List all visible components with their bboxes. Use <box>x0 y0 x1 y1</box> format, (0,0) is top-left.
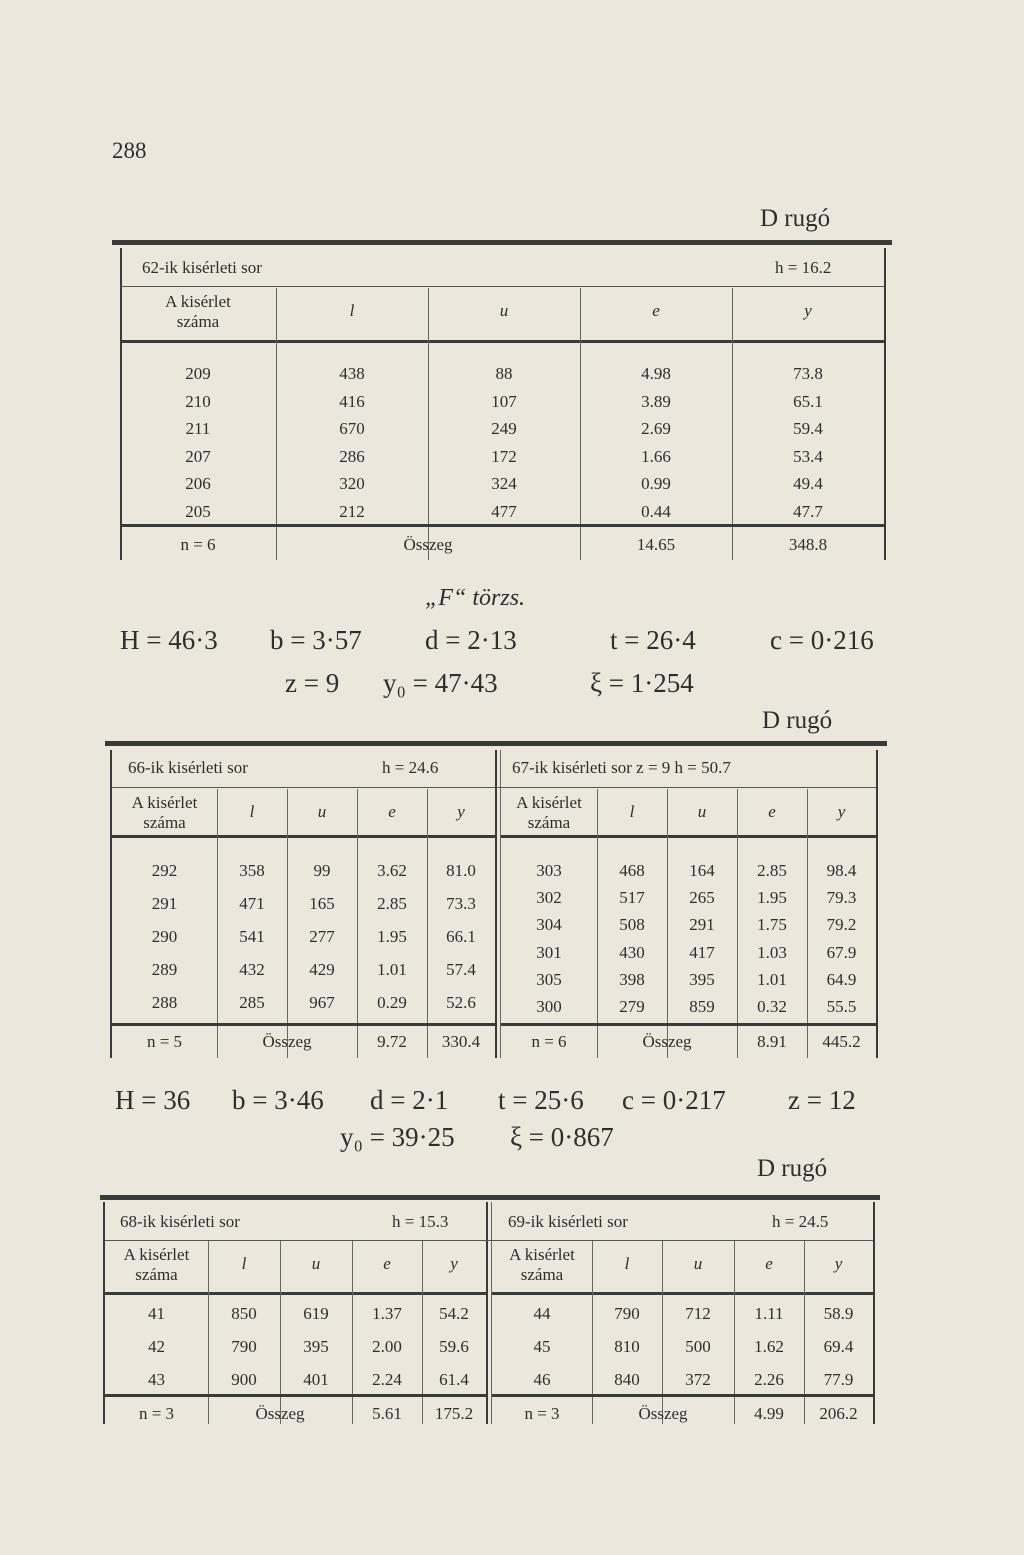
rule <box>120 286 884 287</box>
table-cell: 279 <box>619 997 645 1016</box>
column-header: A kisérlet száma <box>123 1245 190 1284</box>
table-cell: 81.0 <box>446 861 476 880</box>
n-count: n = 6 <box>180 535 216 554</box>
series-title: 62-ik kisérleti sor <box>142 258 262 277</box>
table-cell: 477 <box>491 502 517 521</box>
rule <box>876 750 878 1058</box>
table-cell: 438 <box>339 364 365 383</box>
sum-y: 348.8 <box>788 535 828 554</box>
column-header: l <box>249 802 255 821</box>
sum-y: 445.2 <box>822 1032 861 1051</box>
rule <box>486 1202 488 1424</box>
formula-term: c = 0·216 <box>770 625 874 655</box>
rule <box>287 789 288 1058</box>
table-cell: 500 <box>685 1337 711 1356</box>
table-cell: 292 <box>151 861 178 880</box>
formula-term: ξ = 0·867 <box>510 1122 614 1152</box>
table-cell: 517 <box>619 888 645 907</box>
sum-y: 206.2 <box>819 1404 858 1423</box>
formula-term: y₀ = 47·43 <box>383 668 498 698</box>
table-cell: 99 <box>313 861 331 880</box>
table-cell: 265 <box>689 888 715 907</box>
table-cell: 59.6 <box>439 1337 469 1356</box>
table-cell: 395 <box>689 970 715 989</box>
table-cell: 417 <box>689 943 715 962</box>
column-header: y <box>450 1254 458 1273</box>
table-cell: 164 <box>689 861 715 880</box>
table-cell: 79.2 <box>826 915 857 934</box>
column-header: l <box>241 1254 247 1273</box>
table-cell: 850 <box>231 1304 257 1323</box>
table-cell: 64.9 <box>826 970 857 989</box>
table-cell: 1.01 <box>757 970 787 989</box>
table-cell: 2.85 <box>377 894 407 913</box>
column-header: u <box>311 1254 321 1273</box>
table-cell: 900 <box>231 1370 257 1389</box>
h-value: h = 24.6 <box>382 758 439 777</box>
column-header: e <box>765 1254 773 1273</box>
column-header: y <box>457 802 465 821</box>
table-cell: 1.95 <box>757 888 787 907</box>
table-cell: 67.9 <box>826 943 857 962</box>
table-cell: 416 <box>339 392 365 411</box>
column-header: y <box>804 301 812 320</box>
column-header: u <box>697 802 707 821</box>
page-number: 288 <box>112 138 147 163</box>
table-cell: 66.1 <box>446 927 476 946</box>
column-header: y <box>837 802 846 821</box>
column-header: e <box>652 301 660 320</box>
table-cell: 1.37 <box>372 1304 402 1323</box>
column-header: A kisérlet száma <box>509 1245 575 1284</box>
table-cell: 1.75 <box>757 915 787 934</box>
sum-e: 5.61 <box>372 1404 402 1423</box>
table-cell: 790 <box>614 1304 640 1323</box>
table-cell: 324 <box>491 474 517 493</box>
table-cell: 53.4 <box>793 447 823 466</box>
table-cell: 0.29 <box>377 993 407 1012</box>
table-cell: 79.3 <box>826 888 857 907</box>
formula-term: t = 26·4 <box>610 625 696 655</box>
table-cell: 432 <box>239 960 265 979</box>
table-cell: 206 <box>185 474 211 493</box>
table-cell: 65.1 <box>793 392 823 411</box>
table-cell: 1.11 <box>754 1304 784 1323</box>
table-cell: 88 <box>495 364 513 383</box>
formula-term: b = 3·46 <box>232 1085 324 1115</box>
sum-label: Összeg <box>262 1032 312 1051</box>
rule <box>112 787 876 788</box>
table-cell: 41 <box>148 1304 165 1323</box>
series-title: 69-ik kisérleti sor <box>508 1212 628 1231</box>
table-cell: 291 <box>151 894 178 913</box>
rule <box>501 835 876 838</box>
table-cell: 430 <box>619 943 645 962</box>
column-header: l <box>629 802 635 821</box>
formula-term: H = 36 <box>115 1085 191 1115</box>
table-cell: 0.99 <box>641 474 671 493</box>
table-cell: 210 <box>185 392 211 411</box>
formula-term: t = 25·6 <box>498 1085 584 1115</box>
rule <box>105 1292 486 1295</box>
table-cell: 358 <box>239 861 265 880</box>
table-cell: 73.3 <box>446 894 476 913</box>
table-cell: 277 <box>309 927 335 946</box>
table-cell: 291 <box>689 915 715 934</box>
table-cell: 205 <box>185 502 211 521</box>
table-cell: 211 <box>185 419 211 438</box>
table-cell: 4.98 <box>641 364 671 383</box>
table-cell: 303 <box>536 861 562 880</box>
sum-e: 9.72 <box>377 1032 407 1051</box>
table-cell: 45 <box>533 1337 551 1356</box>
table-cell: 401 <box>303 1370 329 1389</box>
sum-e: 4.99 <box>754 1404 784 1423</box>
table-cell: 1.95 <box>377 927 407 946</box>
table-cell: 468 <box>619 861 645 880</box>
table-cell: 398 <box>619 970 645 989</box>
table-cell: 0.32 <box>757 997 787 1016</box>
table-cell: 286 <box>339 447 365 466</box>
column-header: e <box>383 1254 391 1273</box>
formula-term: z = 9 <box>285 668 340 698</box>
table-cell: 285 <box>239 993 265 1012</box>
column-header: A kisérlet száma <box>516 793 582 832</box>
column-header: A kisérlet száma <box>165 292 231 331</box>
table-cell: 3.89 <box>641 392 671 411</box>
table-cell: 46 <box>533 1370 551 1389</box>
n-count: n = 5 <box>146 1032 183 1051</box>
column-header: e <box>388 802 396 821</box>
table-cell: 52.6 <box>446 993 476 1012</box>
table-cell: 471 <box>239 894 265 913</box>
table-cell: 55.5 <box>826 997 857 1016</box>
table-cell: 395 <box>303 1337 329 1356</box>
table-cell: 209 <box>185 364 211 383</box>
table-cell: 207 <box>185 447 211 466</box>
sum-label: Összeg <box>403 535 453 554</box>
formula-term: y₀ = 39·25 <box>340 1122 455 1152</box>
rule <box>120 524 884 527</box>
column-header: u <box>499 301 509 320</box>
spring-label: D rugó <box>760 205 831 232</box>
table-cell: 58.9 <box>823 1304 854 1323</box>
table-cell: 165 <box>309 894 335 913</box>
series-title: 68-ik kisérleti sor <box>120 1212 240 1231</box>
rule <box>120 340 884 343</box>
table-cell: 810 <box>614 1337 640 1356</box>
sum-y: 175.2 <box>434 1404 474 1423</box>
column-header: l <box>624 1254 630 1273</box>
table-cell: 304 <box>536 915 562 934</box>
column-header: y <box>834 1254 843 1273</box>
table-cell: 2.24 <box>372 1370 402 1389</box>
table-cell: 1.66 <box>641 447 671 466</box>
series-title: 67-ik kisérleti sor z = 9 h = 50.7 <box>512 758 731 777</box>
formula-term: c = 0·217 <box>622 1085 726 1115</box>
sum-e: 14.65 <box>636 535 676 554</box>
table-cell: 429 <box>309 960 335 979</box>
sum-label: Összeg <box>642 1032 692 1051</box>
table-cell: 3.62 <box>377 861 407 880</box>
table-cell: 77.9 <box>823 1370 854 1389</box>
table-cell: 289 <box>151 960 178 979</box>
h-value: h = 15.3 <box>392 1212 449 1231</box>
table-cell: 69.4 <box>823 1337 854 1356</box>
sum-label: Összeg <box>255 1404 305 1423</box>
table-cell: 967 <box>309 993 335 1012</box>
rule <box>492 1292 873 1295</box>
table-cell: 840 <box>614 1370 640 1389</box>
table-cell: 859 <box>689 997 715 1016</box>
formula-term: b = 3·57 <box>270 625 362 655</box>
table-cell: 57.4 <box>446 960 476 979</box>
sum-label: Összeg <box>638 1404 688 1423</box>
rule <box>357 789 358 1058</box>
trunk-label: „F“ törzs. <box>425 585 526 611</box>
table-cell: 790 <box>231 1337 257 1356</box>
table-cell: 43 <box>148 1370 165 1389</box>
table-cell: 1.62 <box>754 1337 784 1356</box>
table-cell: 2.69 <box>641 419 671 438</box>
table-cell: 508 <box>619 915 645 934</box>
table-cell: 290 <box>151 927 178 946</box>
table-cell: 288 <box>151 993 178 1012</box>
rule <box>112 240 892 245</box>
formula-term: d = 2·13 <box>425 625 517 655</box>
table-cell: 42 <box>148 1337 165 1356</box>
formula-term: z = 12 <box>788 1085 856 1115</box>
n-count: n = 3 <box>524 1404 560 1423</box>
table-cell: 302 <box>536 888 562 907</box>
h-value: h = 16.2 <box>775 258 832 277</box>
table-cell: 44 <box>533 1304 551 1323</box>
table-cell: 305 <box>536 970 562 989</box>
sum-y: 330.4 <box>441 1032 481 1051</box>
table-cell: 212 <box>339 502 365 521</box>
h-value: h = 24.5 <box>772 1212 829 1231</box>
rule <box>884 248 886 560</box>
rule <box>112 1023 495 1026</box>
rule <box>105 1240 873 1241</box>
table-cell: 372 <box>685 1370 711 1389</box>
table-cell: 107 <box>491 392 517 411</box>
series-title: 66-ik kisérleti sor <box>128 758 248 777</box>
table-cell: 249 <box>491 419 517 438</box>
table-cell: 2.85 <box>757 861 787 880</box>
table-cell: 1.03 <box>757 943 787 962</box>
table-cell: 670 <box>339 419 365 438</box>
formula-term: d = 2·1 <box>370 1085 449 1115</box>
table-cell: 712 <box>685 1304 711 1323</box>
rule <box>501 1023 876 1026</box>
rule <box>495 750 497 1058</box>
table-cell: 619 <box>303 1304 329 1323</box>
rule <box>492 1394 873 1397</box>
sum-e: 8.91 <box>757 1032 787 1051</box>
column-header: e <box>768 802 776 821</box>
table-cell: 301 <box>536 943 562 962</box>
n-count: n = 3 <box>138 1404 175 1423</box>
rule <box>100 1195 880 1200</box>
column-header: u <box>693 1254 703 1273</box>
table-cell: 73.8 <box>793 364 823 383</box>
spring-label: D rugó <box>757 1155 828 1182</box>
formula-term: H = 46·3 <box>120 625 218 655</box>
table-cell: 300 <box>536 997 562 1016</box>
formula-term: ξ = 1·254 <box>590 668 694 698</box>
column-header: u <box>317 802 327 821</box>
table-cell: 1.01 <box>377 960 407 979</box>
table-cell: 0.44 <box>641 502 671 521</box>
rule <box>427 789 428 1058</box>
rule <box>105 1394 486 1397</box>
rule <box>112 835 495 838</box>
rule <box>217 789 218 1058</box>
table-cell: 49.4 <box>793 474 823 493</box>
table-cell: 320 <box>339 474 365 493</box>
table-cell: 59.4 <box>793 419 823 438</box>
n-count: n = 6 <box>531 1032 567 1051</box>
table-cell: 61.4 <box>439 1370 469 1389</box>
rule <box>873 1202 875 1424</box>
table-cell: 2.26 <box>754 1370 784 1389</box>
rule <box>105 741 887 746</box>
table-cell: 172 <box>491 447 517 466</box>
column-header: l <box>349 301 355 320</box>
table-cell: 54.2 <box>439 1304 469 1323</box>
column-header: A kisérlet száma <box>131 793 198 832</box>
table-cell: 98.4 <box>826 861 857 880</box>
table-cell: 2.00 <box>372 1337 402 1356</box>
table-cell: 47.7 <box>793 502 823 521</box>
table-cell: 541 <box>239 927 265 946</box>
spring-label: D rugó <box>762 707 833 734</box>
